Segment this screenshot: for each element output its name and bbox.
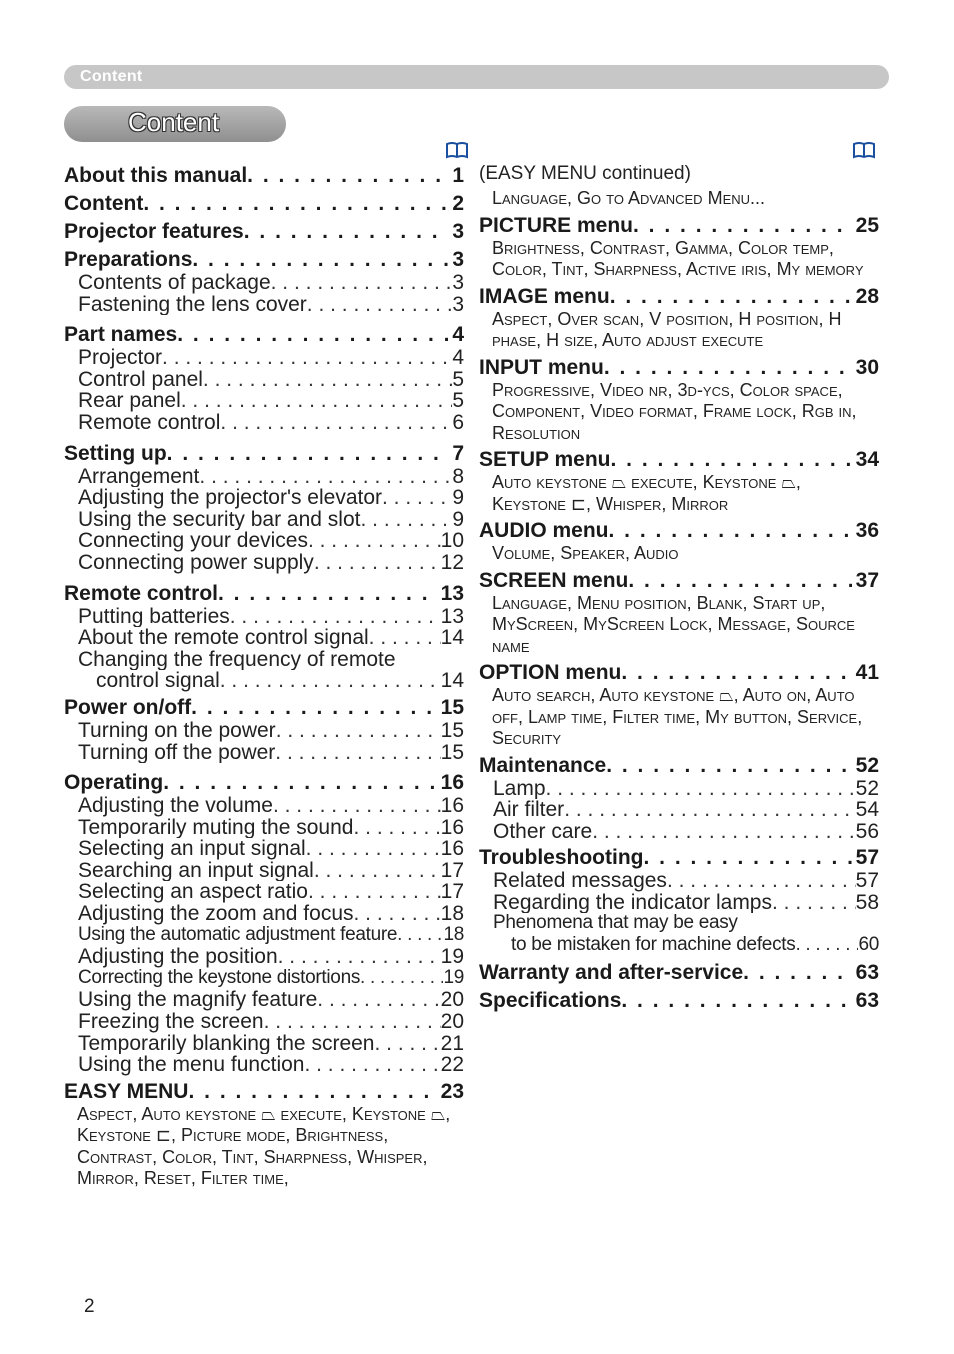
page-title: Content: [128, 107, 220, 137]
toc-page-number: 4: [452, 323, 464, 347]
toc-entry-title: Selecting an aspect ratio: [78, 881, 308, 904]
toc-entry[interactable]: [479, 935, 879, 957]
toc-page-number: 16: [440, 771, 464, 795]
toc-entry-title: Troubleshooting: [479, 846, 644, 870]
toc-page-number: 9: [452, 508, 464, 531]
toc-section[interactable]: [64, 244, 464, 272]
dot-leader: [275, 742, 440, 764]
book-icon: [445, 141, 469, 159]
dot-leader: [278, 946, 441, 968]
dot-leader: [354, 903, 441, 925]
toc-page-number: 41: [855, 661, 879, 684]
toc-page-number: 13: [440, 605, 464, 628]
dot-leader: [247, 165, 448, 186]
toc-note: (EASY MENU continued): [479, 163, 691, 184]
toc-entry-title: Connecting power supply: [78, 551, 314, 574]
toc-entry-title: Freezing the screen: [78, 1011, 264, 1033]
toc-entry[interactable]: [64, 946, 464, 968]
toc-page-number: 28: [855, 284, 879, 308]
toc-menu-items: Language, Menu position, Blank, Start up, MyScreen, MyScreen Lock, Message, Source name: [492, 592, 855, 656]
toc-page-number: 16: [440, 838, 464, 860]
toc-entry-title: Searching an input signal: [78, 859, 314, 882]
toc-entry[interactable]: [64, 903, 464, 925]
dot-leader: [610, 449, 851, 470]
toc-menu-items: Auto keystone ⏢ execute, Keystone ⏢, Keystone ⊏, Whisper, Mirror: [492, 472, 801, 514]
dot-leader: [271, 272, 453, 294]
toc-entry[interactable]: [64, 530, 464, 552]
toc-page-number: 16: [440, 816, 464, 839]
toc-page-number: 63: [855, 988, 879, 1012]
toc-page-number: 21: [440, 1032, 464, 1055]
toc-entry-title: Power on/off: [64, 695, 192, 719]
dot-leader: [772, 892, 856, 914]
toc-entry-title: Remote control: [78, 411, 221, 434]
toc-section[interactable]: [479, 957, 879, 985]
book-icon: [852, 141, 876, 159]
toc-page-number: 16: [440, 795, 464, 817]
toc-entry-line: Changing the frequency of remote: [78, 648, 396, 671]
toc-entry-title: About the remote control signal: [78, 627, 369, 649]
toc-section[interactable]: [64, 438, 464, 466]
toc-entry-title: INPUT menu: [479, 355, 604, 379]
toc-entry[interactable]: [64, 1033, 464, 1055]
dot-leader: [609, 520, 852, 541]
toc-entry[interactable]: [64, 817, 464, 839]
toc-entry-title: Turning off the power: [78, 741, 276, 764]
toc-entry-title: Maintenance: [479, 753, 607, 777]
toc-page-number: 3: [452, 248, 464, 271]
dot-leader: [264, 1011, 441, 1033]
toc-entry[interactable]: [64, 466, 464, 488]
dot-leader: [307, 294, 453, 316]
toc-entry[interactable]: [64, 989, 464, 1011]
toc-entry-title: Adjusting the projector's elevator: [78, 487, 383, 509]
toc-page-number: 6: [452, 411, 464, 434]
dot-leader: [606, 755, 851, 776]
dot-leader: [143, 193, 448, 214]
toc-entry-title: Correcting the keystone distortions: [78, 967, 361, 988]
toc-entry-line: Phenomena that may be easy: [493, 913, 738, 934]
toc-page-number: 25: [855, 213, 879, 237]
title-pill: [64, 106, 286, 142]
toc-entry-title: Specifications: [479, 988, 622, 1012]
dot-leader: [276, 720, 441, 742]
toc-entry-title: Using the automatic adjustment feature: [78, 924, 398, 945]
toc-entry[interactable]: [64, 509, 464, 531]
toc-page-number: 7: [452, 441, 464, 465]
toc-page-number: 22: [440, 1054, 464, 1076]
toc-entry-title: Temporarily muting the sound: [78, 816, 354, 839]
toc-section[interactable]: [64, 216, 464, 244]
dot-leader: [369, 627, 441, 649]
toc-entry-title: SETUP menu: [479, 448, 611, 471]
toc-page-number: 18: [440, 903, 464, 925]
toc-entry-title: Warranty and after-service: [479, 960, 744, 984]
dot-leader: [353, 817, 440, 839]
toc-page-number: 30: [855, 355, 879, 379]
toc-page-number: 36: [855, 519, 879, 542]
toc-entry-title: IMAGE menu: [479, 284, 610, 308]
dot-leader: [244, 221, 449, 242]
toc-entry-title: Setting up: [64, 441, 167, 465]
toc-menu-items: Auto search, Auto keystone ⏢, Auto on, Auto off, Lamp time, Filter time, My button, Service, Security: [492, 685, 863, 748]
toc-right-column: [479, 160, 879, 1013]
toc-entry[interactable]: [64, 720, 464, 742]
toc-entry[interactable]: [64, 795, 464, 817]
toc-entry-title: Temporarily blanking the screen: [78, 1032, 375, 1055]
toc-page-number: 57: [855, 870, 879, 892]
toc-entry-title: control signal: [96, 670, 220, 692]
toc-page-number: 52: [855, 777, 879, 800]
dot-leader: [592, 821, 855, 843]
toc-entry[interactable]: [64, 347, 464, 369]
toc-section[interactable]: [64, 692, 464, 720]
toc-entry[interactable]: [479, 799, 879, 821]
dot-leader: [192, 249, 448, 270]
toc-menu-items: Progressive, Video nr, 3d-ycs, Color space, Component, Video format, Frame lock, Rgb in, Resolution: [492, 379, 857, 443]
toc-entry-title: Connecting your devices: [78, 530, 308, 552]
header-bar: [64, 65, 889, 89]
dot-leader: [667, 870, 856, 892]
dot-leader: [564, 799, 855, 821]
toc-entry-title: Remote control: [64, 581, 219, 605]
toc-page-number: 15: [440, 741, 464, 764]
toc-page-number: 3: [452, 272, 464, 294]
toc-section[interactable]: [64, 319, 464, 347]
dot-leader: [273, 795, 441, 817]
toc-section[interactable]: [479, 444, 879, 472]
dot-leader: [360, 968, 443, 990]
dot-leader: [199, 466, 452, 488]
toc-page-number: 3: [452, 293, 464, 316]
toc-entry[interactable]: [64, 925, 464, 947]
toc-entry-title: Other care: [493, 820, 593, 843]
toc-entry[interactable]: [64, 742, 464, 764]
dot-leader: [308, 530, 441, 552]
toc-entry-title: Operating: [64, 771, 164, 795]
toc-entry[interactable]: [64, 390, 464, 412]
toc-page-number: 5: [452, 368, 464, 391]
toc-entry[interactable]: [479, 821, 879, 843]
toc-entry-title: Air filter: [493, 799, 565, 821]
dot-leader: [621, 990, 851, 1011]
toc-section[interactable]: [479, 985, 879, 1013]
toc-menu-items: Aspect, Auto keystone ⏢ execute, Keystone ⏢, Keystone ⊏, Picture mode, Brightness, Contrast, Color, Tint, Sharpness, Whisper, Mirror, Reset, Filter time,: [77, 1103, 451, 1189]
toc-entry[interactable]: [64, 670, 464, 692]
toc-page-number: 15: [440, 719, 464, 742]
dot-leader: [218, 583, 437, 604]
toc-entry[interactable]: [479, 778, 879, 800]
toc-entry[interactable]: [64, 294, 464, 316]
toc-section[interactable]: [64, 578, 464, 606]
toc-page-number: 56: [855, 820, 879, 843]
dot-leader: [360, 509, 452, 531]
dot-leader: [604, 357, 852, 378]
toc-entry-title: Related messages: [493, 870, 667, 892]
dot-leader: [633, 215, 852, 236]
dot-leader: [220, 670, 441, 692]
toc-entry-title: to be mistaken for machine defects: [511, 935, 796, 956]
toc-entry-title: Using the security bar and slot: [78, 508, 361, 531]
toc-entry-title: Selecting an input signal: [78, 838, 306, 860]
dot-leader: [397, 925, 443, 947]
dot-leader: [382, 487, 452, 509]
toc-page-number: 58: [855, 891, 879, 914]
dot-leader: [230, 606, 441, 628]
toc-page-number: 3: [452, 220, 464, 243]
toc-entry-title: Fastening the lens cover: [78, 293, 307, 316]
dot-leader: [167, 443, 449, 464]
toc-page-number: 17: [440, 859, 464, 882]
toc-entry-title: OPTION menu: [479, 661, 622, 684]
dot-leader: [546, 778, 856, 800]
dot-leader: [306, 838, 441, 860]
toc-entry-title: Contents of package: [78, 272, 271, 294]
toc-page-number: 60: [858, 935, 879, 956]
toc-entry[interactable]: [64, 1011, 464, 1033]
toc-menu-items: Brightness, Contrast, Gamma, Color temp, Color, Tint, Sharpness, Active iris, My memory: [492, 237, 864, 279]
toc-page-number: 19: [440, 946, 464, 968]
dot-leader: [163, 772, 436, 793]
toc-menu-items: Volume, Speaker, Audio: [492, 543, 679, 563]
toc-section[interactable]: [479, 515, 879, 543]
toc-entry[interactable]: [479, 870, 879, 892]
toc-page-number: 2: [452, 192, 464, 215]
toc-section[interactable]: [479, 281, 879, 309]
toc-entry[interactable]: [64, 838, 464, 860]
toc-entry-title: About this manual: [64, 164, 248, 187]
toc-page-number: 20: [440, 989, 464, 1012]
dot-leader: [795, 935, 858, 957]
toc-page-number: 13: [440, 581, 464, 605]
toc-entry-title: Rear panel: [78, 390, 181, 412]
toc-entry[interactable]: [64, 860, 464, 882]
toc-section[interactable]: [64, 160, 464, 188]
toc-page-number: 8: [452, 465, 464, 488]
toc-section[interactable]: [479, 657, 879, 685]
toc-entry-title: Projector features: [64, 220, 244, 243]
toc-section[interactable]: [479, 352, 879, 380]
toc-entry-title: Arrangement: [78, 465, 200, 488]
toc-page-number: 18: [443, 924, 464, 945]
toc-entry[interactable]: [64, 369, 464, 391]
toc-entry-title: AUDIO menu: [479, 519, 609, 542]
toc-entry-title: Using the menu function: [78, 1054, 305, 1076]
toc-entry-title: Content: [64, 192, 144, 215]
dot-leader: [181, 390, 453, 412]
toc-page-number: 63: [855, 960, 879, 984]
toc-entry-title: Adjusting the volume: [78, 795, 273, 817]
toc-page-number: 57: [855, 846, 879, 870]
dot-leader: [743, 962, 851, 983]
toc-page-number: 34: [855, 448, 879, 471]
dot-leader: [191, 697, 436, 718]
toc-page-number: 19: [443, 967, 464, 988]
toc-page-number: 4: [452, 347, 464, 369]
dot-leader: [314, 860, 441, 882]
toc-menu-items: Aspect, Over scan, V position, H position, H phase, H size, Auto adjust execute: [492, 308, 842, 350]
toc-page-number: 37: [855, 568, 879, 592]
header-label: Content: [80, 68, 143, 85]
toc-entry-title: Projector: [78, 347, 163, 369]
dot-leader: [177, 324, 448, 345]
dot-leader: [314, 552, 441, 574]
toc-page-number: 15: [440, 695, 464, 719]
toc-page-number: 14: [440, 670, 464, 692]
toc-page-number: 1: [452, 164, 464, 187]
toc-entry-title: Control panel: [78, 368, 203, 391]
dot-leader: [203, 369, 452, 391]
dot-leader: [374, 1033, 440, 1055]
toc-entry-title: Regarding the indicator lamps: [493, 891, 772, 914]
toc-entry[interactable]: [64, 627, 464, 649]
toc-page-number: 20: [440, 1011, 464, 1033]
toc-entry-title: Preparations: [64, 248, 193, 271]
toc-entry-title: PICTURE menu: [479, 213, 634, 237]
toc-entry[interactable]: [64, 272, 464, 294]
toc-entry-title: Part names: [64, 323, 178, 347]
toc-entry[interactable]: [64, 552, 464, 574]
toc-page-number: 10: [440, 530, 464, 552]
toc-section[interactable]: [479, 750, 879, 778]
toc-page-number: 14: [440, 627, 464, 649]
toc-entry-title: Lamp: [493, 777, 546, 800]
dot-leader: [610, 286, 852, 307]
toc-entry[interactable]: [64, 968, 464, 990]
toc-entry-title: Putting batteries: [78, 605, 230, 628]
toc-page-number: 54: [855, 799, 879, 821]
dot-leader: [220, 412, 452, 434]
toc-entry-title: EASY MENU: [64, 1079, 189, 1103]
toc-left-column: [64, 160, 464, 1190]
page-number: 2: [84, 1296, 95, 1317]
toc-entry-title: Turning on the power: [78, 719, 276, 742]
toc-page-number: 12: [440, 551, 464, 574]
dot-leader: [304, 1054, 440, 1076]
toc-section[interactable]: [64, 1076, 464, 1104]
toc-entry[interactable]: [64, 606, 464, 628]
toc-section[interactable]: [64, 188, 464, 216]
toc-entry[interactable]: [64, 487, 464, 509]
dot-leader: [317, 989, 440, 1011]
dot-leader: [188, 1081, 436, 1102]
dot-leader: [643, 847, 851, 868]
toc-entry[interactable]: [64, 412, 464, 434]
toc-entry[interactable]: [64, 881, 464, 903]
toc-page-number: 23: [440, 1079, 464, 1103]
dot-leader: [628, 570, 851, 591]
dot-leader: [308, 881, 441, 903]
toc-entry-title: Adjusting the position: [78, 946, 278, 968]
toc-entry-title: Adjusting the zoom and focus: [78, 903, 354, 925]
toc-section[interactable]: [479, 210, 879, 238]
toc-page-number: 5: [452, 390, 464, 412]
toc-entry-title: SCREEN menu: [479, 568, 629, 592]
dot-leader: [162, 347, 452, 369]
toc-page-number: 52: [855, 753, 879, 777]
toc-menu-items: Language, Go to Advanced Menu...: [492, 188, 766, 208]
toc-entry[interactable]: [64, 1054, 464, 1076]
toc-section[interactable]: [64, 767, 464, 795]
toc-section[interactable]: [479, 565, 879, 593]
toc-page-number: 17: [440, 881, 464, 904]
toc-entry-title: Using the magnify feature: [78, 989, 318, 1012]
toc-section[interactable]: [479, 842, 879, 870]
toc-entry[interactable]: [479, 892, 879, 914]
dot-leader: [621, 662, 851, 683]
toc-page-number: 9: [452, 487, 464, 509]
